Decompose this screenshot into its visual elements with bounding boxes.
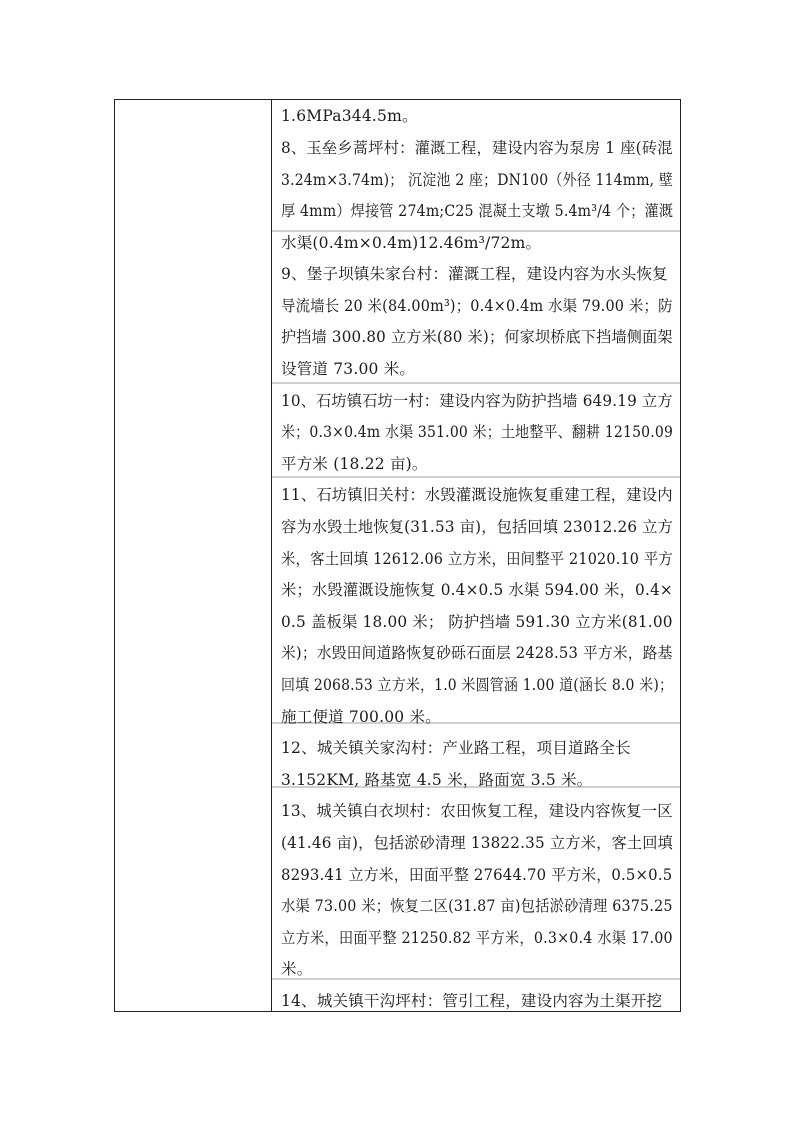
project-table [114, 99, 681, 1012]
text-line: 3.24m×3.74m)； 沉淀池 2 座；DN100（外径 114mm, 壁 [281, 171, 674, 189]
text-line: 10、石坊镇石坊一村：建设内容为防护挡墙 649.19 立方 [281, 392, 673, 410]
text-line: 立方米，田面平整 21250.82 平方米，0.3×0.4 水渠 17.00 [281, 929, 673, 947]
text-line: 米；0.3×0.4m 水渠 351.00 米；土地整平、翻耕 12150.09 [281, 423, 674, 441]
item-separator [272, 382, 680, 384]
text-line: 0.5 盖板渠 18.00 米； 防护挡墙 591.30 立方米(81.00 [281, 613, 673, 631]
content-cell [272, 100, 680, 1011]
text-line: 8、玉垒乡蒿坪村：灌溉工程，建设内容为泵房 1 座(砖混 [281, 139, 673, 157]
text-line: 厚 4mm）焊接管 274m;C25 混凝土支墩 5.4m³/4 个；灌溉 [281, 202, 674, 220]
text-line: 1.6MPa344.5m。 [281, 107, 418, 125]
text-line: 14、城关镇干沟坪村：管引工程，建设内容为土渠开挖 [281, 992, 663, 1010]
text-line: 回填 2068.53 立方米，1.0 米圆管涵 1.00 道(涵长 8.0 米)； [281, 676, 674, 694]
text-line: 平方米 (18.22 亩)。 [281, 455, 428, 473]
item-separator [272, 978, 680, 980]
text-line: 13、城关镇白衣坝村：农田恢复工程，建设内容恢复一区 [281, 802, 673, 820]
text-line: 容为水毁土地恢复(31.53 亩)，包括回填 23012.26 立方 [281, 518, 674, 536]
text-line: 设管道 73.00 米。 [281, 360, 416, 378]
text-line: 米。 [281, 960, 313, 978]
text-line: 8293.41 立方米，田面平整 27644.70 平方米，0.5×0.5 [281, 866, 673, 884]
text-line: 米，客土回填 12612.06 立方米，田间整平 21020.10 平方 [281, 550, 673, 568]
text-line: 3.152KM, 路基宽 4.5 米，路面宽 3.5 米。 [281, 771, 593, 789]
text-line: 水渠(0.4m×0.4m)12.46m³/72m。 [281, 234, 542, 252]
text-line: 11、石坊镇旧关村：水毁灌溉设施恢复重建工程，建设内 [281, 486, 673, 504]
text-line: 9、堡子坝镇朱家台村：灌溉工程，建设内容为水头恢复 [281, 265, 668, 283]
text-line: 12、城关镇关家沟村：产业路工程，项目道路全长 [281, 739, 631, 757]
text-line: 施工便道 700.00 米。 [281, 708, 441, 726]
text-line: 导流墙长 20 米(84.00m³)；0.4×0.4m 水渠 79.00 米；防 [281, 297, 673, 315]
left-column-cell [115, 100, 272, 1011]
text-line: 水渠 73.00 米；恢复二区(31.87 亩)包括淤砂清理 6375.25 [281, 897, 673, 915]
text-line: 米)；水毁田间道路恢复砂砾石面层 2428.53 平方米，路基 [281, 644, 673, 662]
item-separator [272, 476, 680, 478]
text-line: 护挡墙 300.80 立方米(80 米)；何家坝桥底下挡墙侧面架 [281, 328, 673, 346]
text-line: (41.46 亩)，包括淤砂清理 13822.35 立方米，客土回填 [281, 834, 674, 852]
text-line: 米；水毁灌溉设施恢复 0.4×0.5 水渠 594.00 米，0.4× [281, 581, 673, 599]
